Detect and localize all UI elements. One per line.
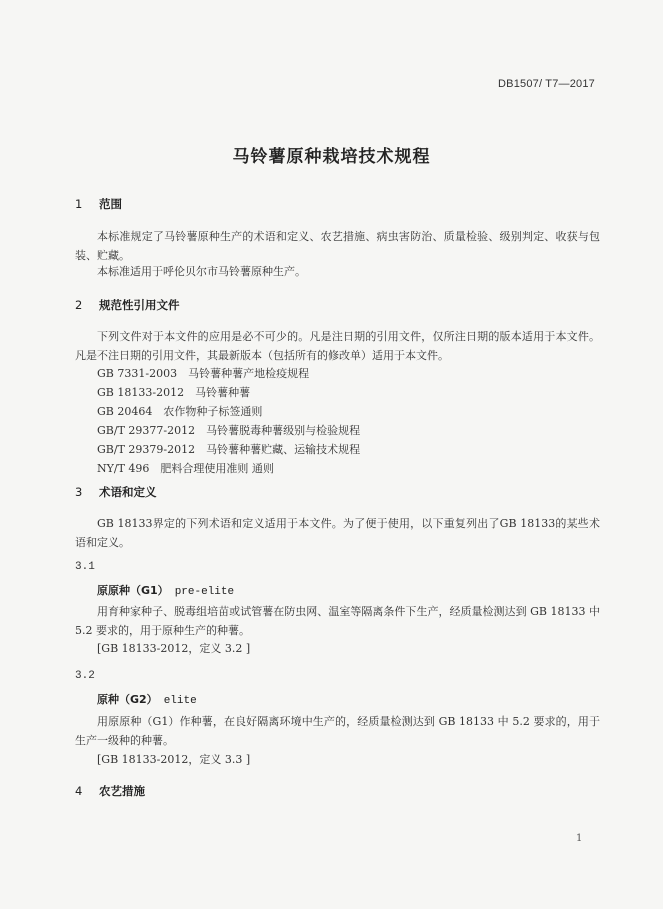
term-english: elite [163, 695, 197, 707]
term-number: 3.1 [75, 561, 95, 573]
term-name: 原种（G2） [97, 693, 158, 706]
section-number: 3 [75, 485, 83, 499]
section-3-heading [75, 484, 157, 500]
term-heading [97, 691, 197, 707]
reference-item: GB 20464 农作物种子标签通则 [97, 405, 263, 418]
section-number: 4 [75, 784, 83, 798]
section-number: 2 [75, 298, 83, 312]
term-source: [GB 18133-2012，定义 3.2 ] [97, 642, 251, 655]
term-definition: 用原原种（G1）作种薯，在良好隔离环境中生产的，经质量检测达到 GB 18133 中 5.2 要求的，用于生产一级种的种薯。 [75, 715, 600, 747]
references-intro-paragraph: 下列文件对于本文件的应用是必不可少的。凡是注日期的引用文件，仅所注日期的版本适用于本文件。凡是不注日期的引用文件，其最新版本（包括所有的修改单）适用于本文件。 [75, 330, 600, 362]
term-english: pre-elite [174, 586, 235, 598]
section-1-heading [75, 196, 122, 212]
reference-item: GB 18133-2012 马铃薯种薯 [97, 386, 251, 399]
term-heading [97, 582, 234, 598]
section-title: 术语和定义 [99, 485, 157, 499]
section-4-heading [75, 783, 145, 799]
section-2-heading [75, 297, 180, 313]
scope-paragraph: 本标准规定了马铃薯原种生产的术语和定义、农艺措施、病虫害防治、质量检验、级别判定、收获与包装、贮藏。 [75, 230, 600, 262]
term-name: 原原种（G1） [97, 584, 169, 597]
section-title: 范围 [99, 197, 123, 211]
reference-item: NY/T 496 肥料合理使用准则 通则 [97, 462, 274, 475]
reference-item: GB/T 29377-2012 马铃薯脱毒种薯级别与检验规程 [97, 424, 361, 437]
scope-applicability-paragraph: 本标准适用于呼伦贝尔市马铃薯原种生产。 [97, 265, 306, 278]
term-number: 3.2 [75, 670, 95, 682]
document-number: DB1507/ T7—2017 [498, 78, 595, 90]
section-number: 1 [75, 197, 83, 211]
reference-item: GB/T 29379-2012 马铃薯种薯贮藏、运输技术规程 [97, 443, 361, 456]
document-title: 马铃薯原种栽培技术规程 [232, 147, 431, 167]
reference-item: GB 7331-2003 马铃薯种薯产地检疫规程 [97, 367, 310, 380]
terms-intro-paragraph: GB 18133界定的下列术语和定义适用于本文件。为了便于使用，以下重复列出了GB 18133的某些术语和定义。 [75, 517, 600, 549]
page-number: 1 [576, 833, 583, 844]
section-title: 规范性引用文件 [99, 298, 180, 312]
term-definition: 用育种家种子、脱毒组培苗或试管薯在防虫网、温室等隔离条件下生产，经质量检测达到 GB 18133 中 5.2 要求的，用于原种生产的种薯。 [75, 605, 600, 637]
term-source: [GB 18133-2012，定义 3.3 ] [97, 753, 251, 766]
section-title: 农艺措施 [99, 784, 146, 798]
